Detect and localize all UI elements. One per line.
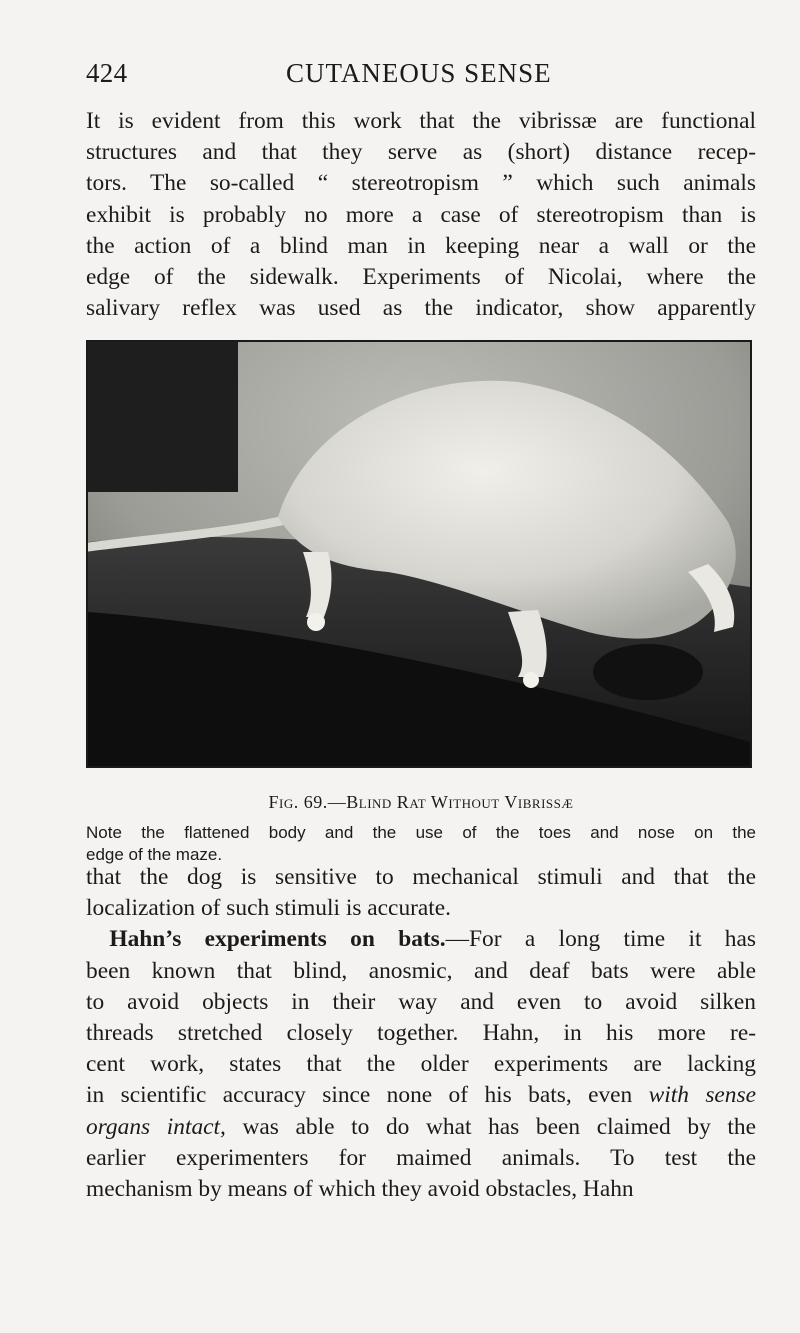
figure-caption-note bbox=[86, 822, 756, 866]
caption-line: Note the flattened body and the use of the toes and nose on the bbox=[86, 823, 756, 842]
paragraph-line: threads stretched closely together. Hahn, in his more re- bbox=[86, 1019, 756, 1046]
heading-continuation: —For a long time it has bbox=[445, 926, 756, 953]
paragraph-line bbox=[86, 1112, 756, 1143]
paragraph-line: It is evident from this work that the vibrissæ are functional bbox=[86, 108, 756, 134]
italic-phrase: with sense bbox=[648, 1082, 756, 1109]
paragraph-line bbox=[86, 924, 756, 955]
paragraph-2 bbox=[86, 862, 756, 1205]
text-run: in scientific accuracy since none of his bats, even bbox=[86, 1082, 649, 1109]
paragraph-line: edge of the sidewalk. Experiments of Nicolai, where the bbox=[86, 263, 756, 290]
rat-photograph bbox=[88, 342, 750, 766]
paragraph-line: earlier experimenters for maimed animals. To test the bbox=[86, 1144, 756, 1171]
italic-phrase: organs intact, bbox=[86, 1113, 226, 1140]
paragraph-line: tors. The so-called “ stereotropism ” which such animals bbox=[86, 170, 756, 197]
paragraph-line: to avoid objects in their way and even to avoid silken bbox=[86, 988, 756, 1015]
running-title: CUTANEOUS SENSE bbox=[286, 58, 552, 88]
figure-photo-rat bbox=[86, 340, 752, 768]
paragraph-line: mechanism by means of which they avoid obstacles, Hahn bbox=[86, 1175, 634, 1202]
caption-line: edge of the maze. bbox=[86, 845, 223, 864]
paragraph-line: structures and that they serve as (short) distance recep- bbox=[86, 139, 756, 166]
figure-caption-title: Fig. 69.—Blind Rat Without Vibrissæ bbox=[268, 792, 574, 812]
section-heading: Hahn’s experiments on bats. bbox=[109, 926, 446, 953]
paragraph-line: that the dog is sensitive to mechanical stimuli and that the bbox=[86, 864, 756, 890]
paragraph-line bbox=[86, 1080, 756, 1111]
paragraph-line: salivary reflex was used as the indicator, show apparently bbox=[86, 295, 756, 322]
text-run: was able to do what has been claimed by the bbox=[225, 1113, 756, 1140]
paragraph-line: exhibit is probably no more a case of stereotropism than is bbox=[86, 201, 756, 228]
paragraph-line: been known that blind, anosmic, and deaf bats were able bbox=[86, 957, 756, 984]
paragraph-line: the action of a blind man in keeping near a wall or the bbox=[86, 232, 756, 259]
paragraph-line: cent work, states that the older experiments are lacking bbox=[86, 1051, 756, 1078]
paragraph-line: localization of such stimuli is accurate. bbox=[86, 895, 452, 922]
page-number: 424 bbox=[86, 58, 128, 88]
paragraph-1 bbox=[86, 106, 756, 324]
